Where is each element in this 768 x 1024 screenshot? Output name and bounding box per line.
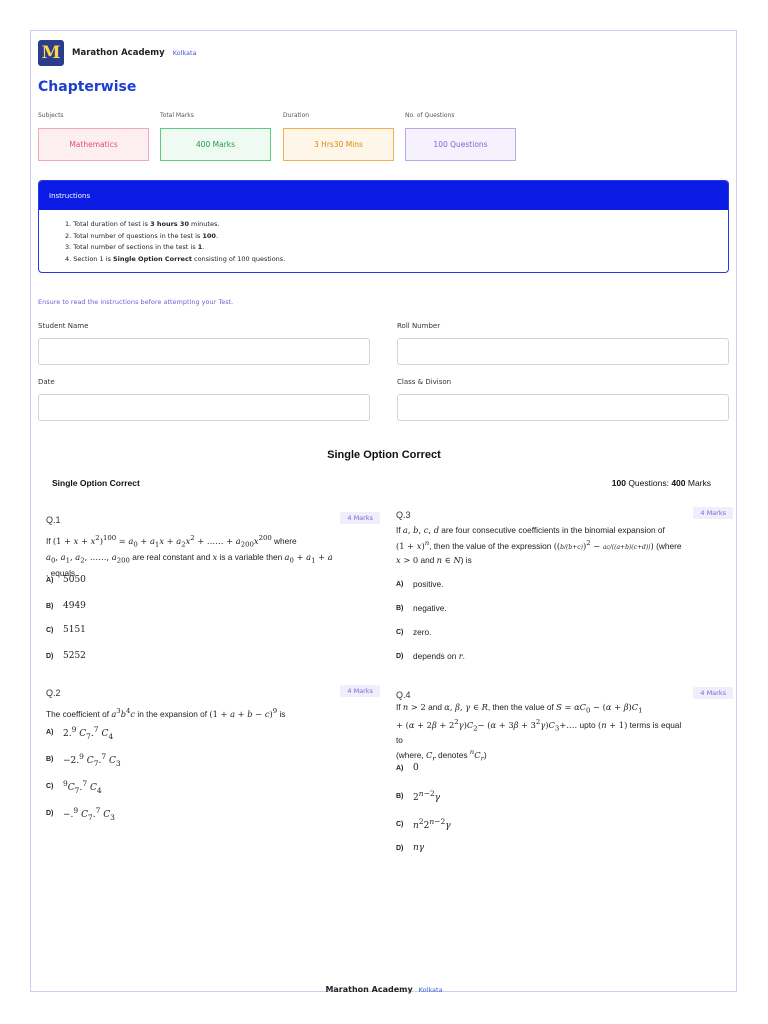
page-title: Chapterwise xyxy=(38,79,137,95)
questions-label: No. of Questions xyxy=(405,112,455,119)
question-text: If n > 2 and α, β, γ ∈ R, then the value of $S = \alpha C_0 - (\alpha + \beta)C_1$ + $(\alpha + 2\beta + 2^2\gamma)C_2- (\alpha + 3\beta$ + $3^2\gamma)C_3+\dots$. upto (n + 1) terms is equal to (where, $C_r$ denotes $^nC_r$) xyxy=(396,702,682,762)
option-a[interactable]: A) positive. xyxy=(396,579,444,589)
question-text: If a, b, c, d are four consecutive coefficients in the binomial expansion of $(1 + x)^n$, then the value of the expression $((b/(b+c))^2 - ac/((a+b)(c+d)))$ (where x > 0 and n ∈ N) is xyxy=(396,525,682,565)
roll-number-label: Roll Number xyxy=(397,322,441,330)
instruction-item: 1. Total duration of test is 3 hours 30 minutes. xyxy=(65,220,220,228)
duration-badge: 3 Hrs30 Mins xyxy=(283,128,394,161)
option-c[interactable]: C) zero. xyxy=(396,627,432,637)
question-number: Q.4 xyxy=(396,690,411,700)
section-subtitle: Single Option Correct xyxy=(52,478,140,488)
class-label: Class & Divison xyxy=(397,378,452,386)
question-3 xyxy=(396,510,726,670)
class-input[interactable] xyxy=(397,394,729,421)
question-text: If $(1 + x + x^2)^{100} = a_0 + a_1x + a_2x^2$ + …… + $a_{200}x^{200}$ where $a_0$, $a_1$, $a_2$, ……, $a_{200}$ are real constant and x is a variable then $a_0 + a_1 + a$ , equals xyxy=(46,534,333,579)
date-input[interactable] xyxy=(38,394,370,421)
option-d[interactable]: D) −.$^9$ $C_7.^7$ $C_3$ xyxy=(46,806,115,822)
marks-badge: 4 Marks xyxy=(340,512,380,524)
brand-city: Kolkata xyxy=(172,49,197,57)
option-a[interactable]: A) 0 xyxy=(396,763,419,773)
option-b[interactable]: B) $2^{n-2}\gamma$ xyxy=(396,789,441,803)
student-name-label: Student Name xyxy=(38,322,89,330)
footer xyxy=(0,979,768,997)
question-4 xyxy=(396,690,726,860)
footer-brand-name: Marathon Academy xyxy=(325,985,413,994)
option-a[interactable]: A) 5050 xyxy=(46,575,86,585)
logo-icon: M xyxy=(38,40,64,66)
footer-brand-city: Kolkata xyxy=(418,986,443,994)
subject-badge: Mathematics xyxy=(38,128,149,161)
student-name-input[interactable] xyxy=(38,338,370,365)
marks-badge: 4 Marks xyxy=(340,685,380,697)
question-text: The coefficient of $a^3b^4c$ in the expansion of $(1 + a + b - c)^9$ is xyxy=(46,707,286,719)
question-number: Q.1 xyxy=(46,515,61,525)
instruction-item: 3. Total number of sections in the test is 1. xyxy=(65,243,205,251)
option-b[interactable]: B) 4949 xyxy=(46,601,86,611)
date-label: Date xyxy=(38,378,55,386)
instructions-panel xyxy=(38,180,729,273)
question-2 xyxy=(46,688,376,828)
questions-badge: 100 Questions xyxy=(405,128,516,161)
option-d[interactable]: D) 5252 xyxy=(46,651,86,661)
section-title: Single Option Correct xyxy=(327,449,441,461)
option-c[interactable]: C) $^9C_7.^7$ $C_4$ xyxy=(46,779,102,795)
option-d[interactable]: D) depends on r . xyxy=(396,651,465,661)
duration-label: Duration xyxy=(283,112,310,119)
total-marks-badge: 400 Marks xyxy=(160,128,271,161)
roll-number-input[interactable] xyxy=(397,338,729,365)
brand xyxy=(38,40,197,66)
instruction-item: 4. Section 1 is Single Option Correct consisting of 100 questions. xyxy=(65,254,286,263)
brand-name: Marathon Academy xyxy=(72,48,165,58)
section-count: 100 Questions: 400 Marks xyxy=(611,478,711,488)
total-marks-label: Total Marks xyxy=(160,112,194,119)
question-number: Q.2 xyxy=(46,688,61,698)
option-b[interactable]: B) negative. xyxy=(396,603,447,613)
marks-badge: 4 Marks xyxy=(693,507,733,519)
ensure-note: Ensure to read the instructions before attempting your Test. xyxy=(38,298,234,306)
marks-badge: 4 Marks xyxy=(693,687,733,699)
instructions-list xyxy=(39,210,728,265)
subjects-label: Subjects xyxy=(38,112,64,119)
option-b[interactable]: B) −2.$^9$ $C_7.^7$ $C_3$ xyxy=(46,752,121,768)
option-c[interactable]: C) 5151 xyxy=(46,625,86,635)
question-number: Q.3 xyxy=(396,510,411,520)
instructions-heading: Instructions xyxy=(39,181,728,210)
option-a[interactable]: A) 2.$^9$ $C_7.^7$ $C_4$ xyxy=(46,725,114,741)
instruction-item: 2. Total number of questions in the test is 100. xyxy=(65,231,219,240)
option-c[interactable]: C) $n^22^{n-2}\gamma$ xyxy=(396,817,451,831)
option-d[interactable]: D) nγ xyxy=(396,843,425,853)
question-1 xyxy=(46,515,376,665)
